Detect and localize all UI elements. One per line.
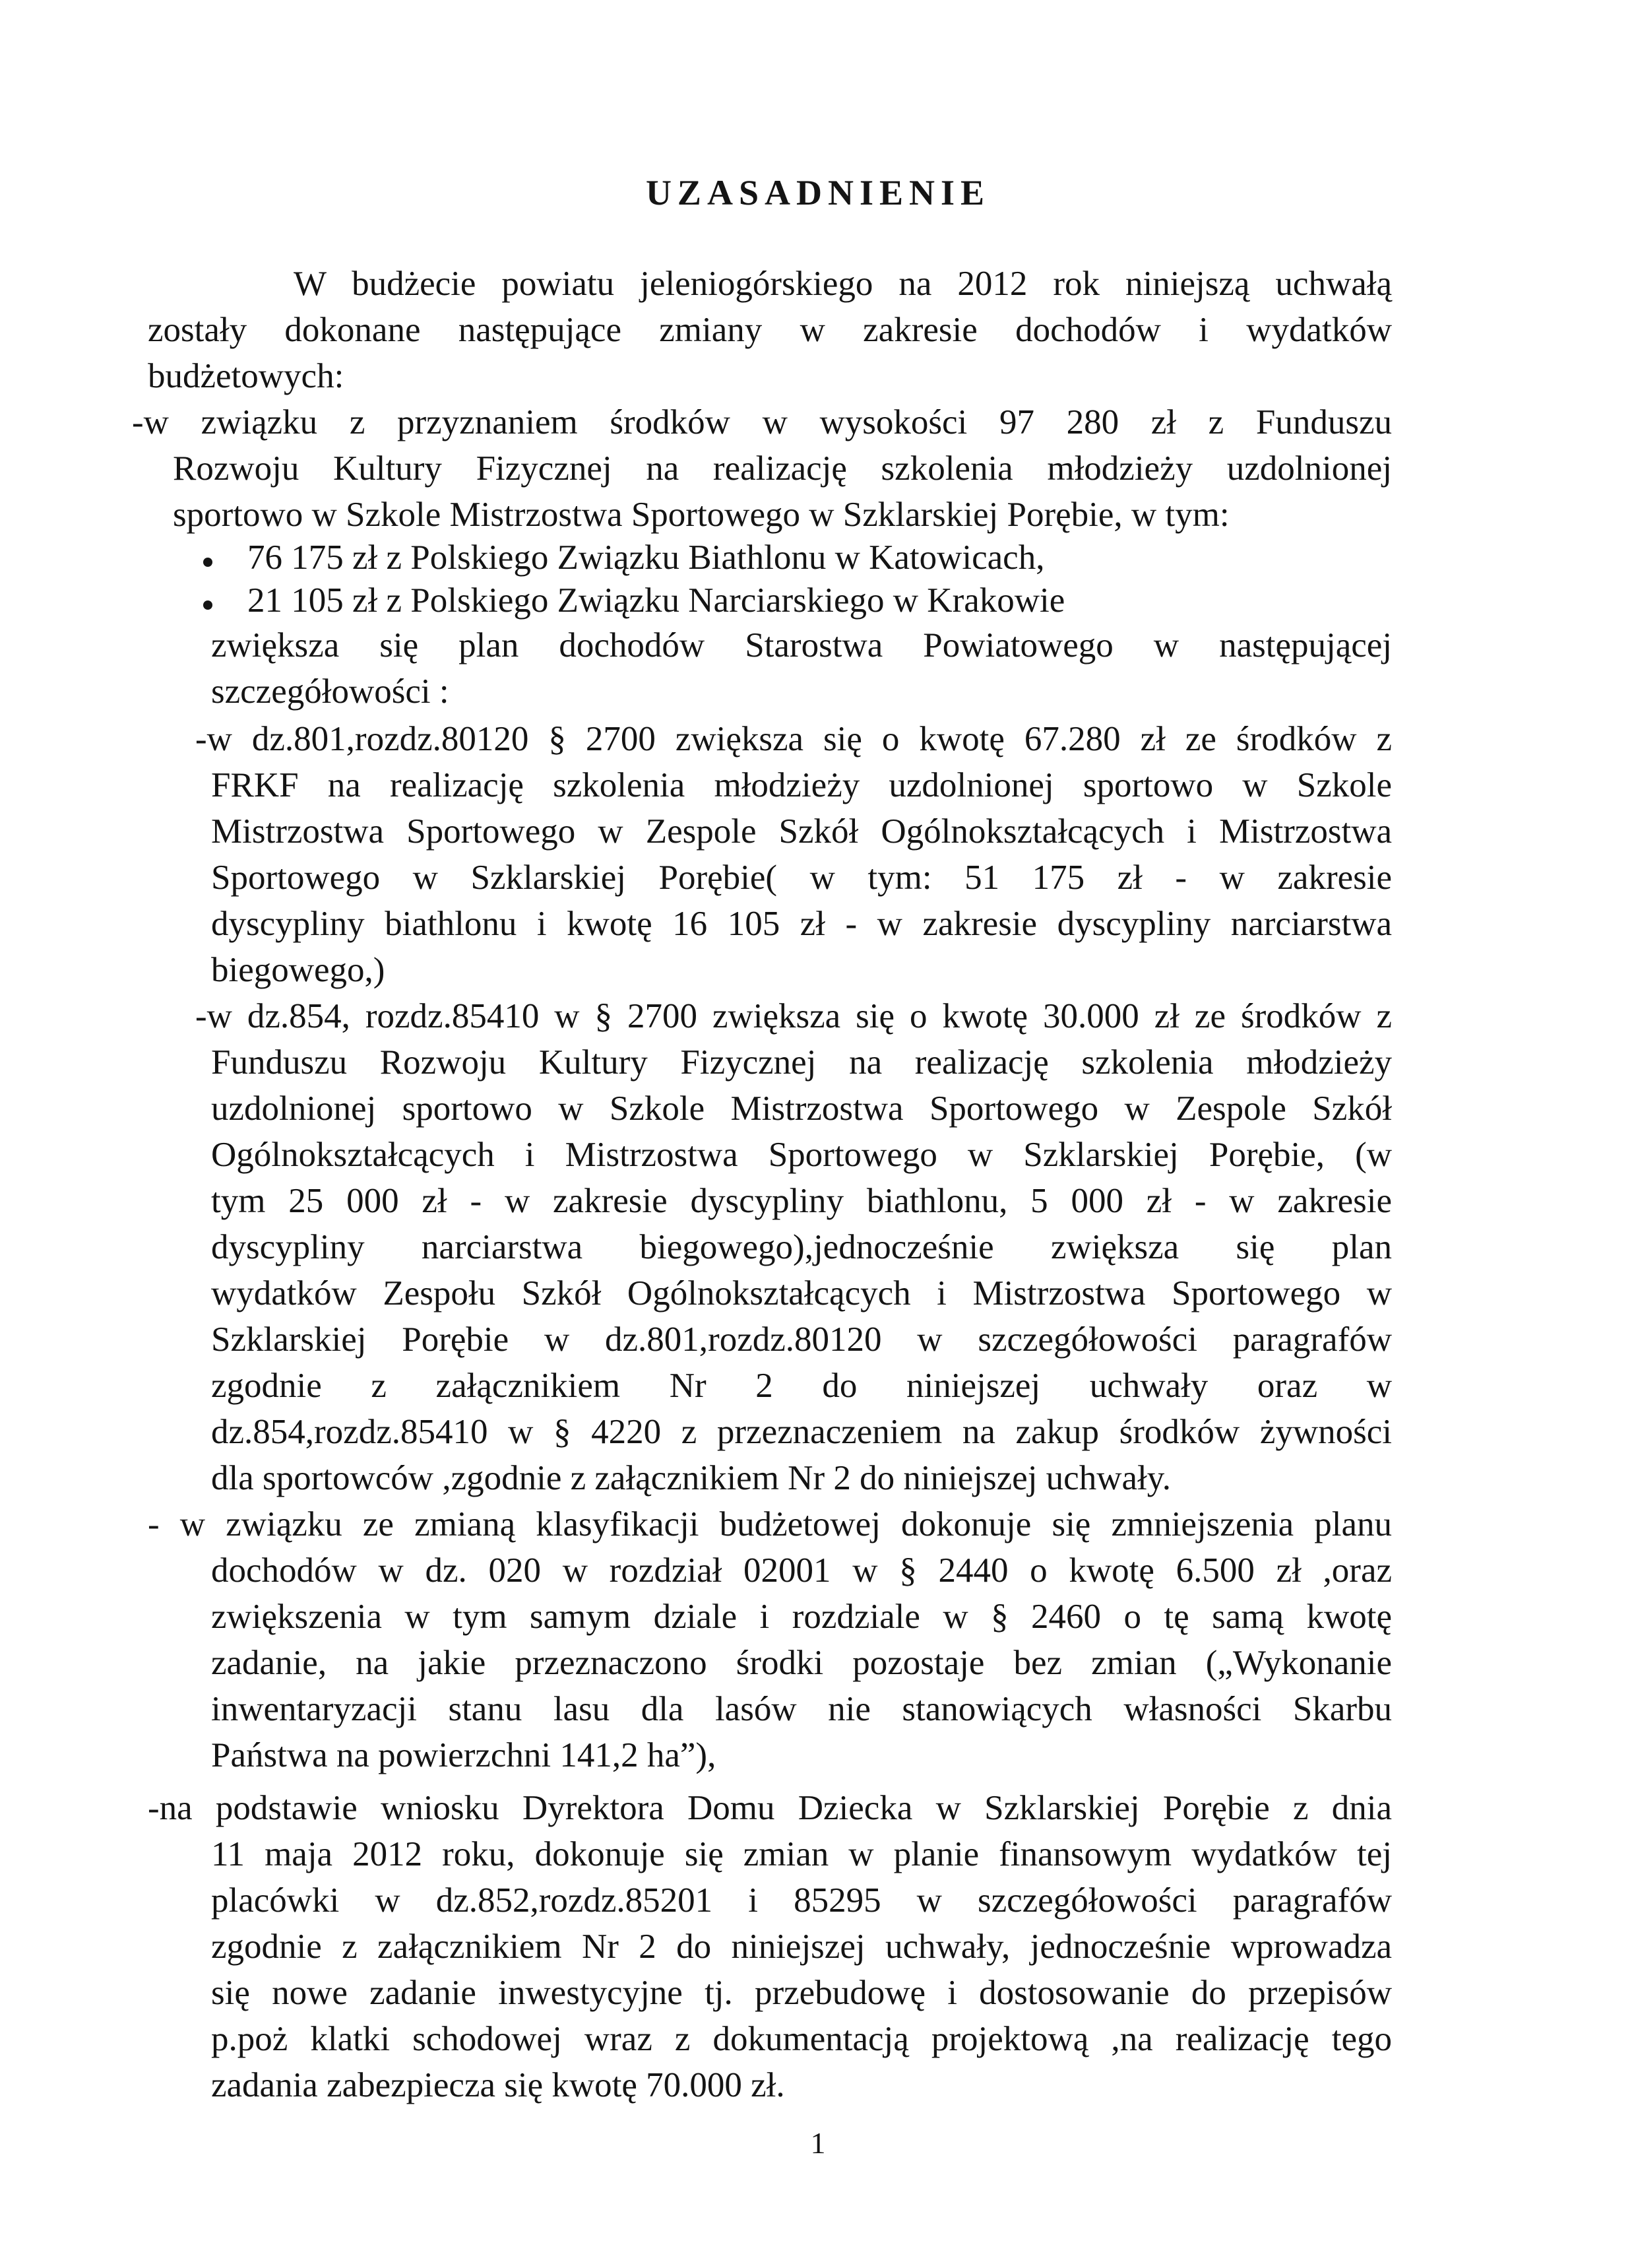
text-line: Sportowego w Szklarskiej Porębie( w tym: 51 175 zł - w zakresie [211, 859, 1392, 897]
text-line: inwentaryzacji stanu lasu dla lasów nie stanowiących własności Skarbu [211, 1690, 1392, 1728]
text-line: - w związku ze zmianą klasyfikacji budżetowej dokonuje się zmniejszenia planu [148, 1505, 1392, 1543]
text-line: dochodów w dz. 020 w rozdział 02001 w § 2440 o kwotę 6.500 zł ,oraz [211, 1551, 1392, 1590]
text-line: dla sportowców ,zgodnie z załącznikiem Nr 2 do niniejszej uchwały. [211, 1459, 1172, 1497]
bullet-icon [203, 558, 212, 567]
text-line: Szklarskiej Porębie w dz.801,rozdz.80120 w szczegółowości paragrafów [211, 1320, 1392, 1359]
page-number: 1 [810, 2126, 826, 2160]
text-line: zadania zabezpiecza się kwotę 70.000 zł. [211, 2066, 785, 2104]
document-title: UZASADNIENIE [645, 173, 991, 212]
text-line: Ogólnokształcących i Mistrzostwa Sportowego w Szklarskiej Porębie, (w [211, 1136, 1392, 1174]
text-line: zwiększa się plan dochodów Starostwa Powiatowego w następującej [211, 626, 1392, 664]
text-line: zostały dokonane następujące zmiany w zakresie dochodów i wydatków [148, 311, 1392, 349]
bullet-icon [203, 600, 212, 610]
text-line: dz.854,rozdz.85410 w § 4220 z przeznaczeniem na zakup środków żywności [211, 1413, 1392, 1451]
list-item: 21 105 zł z Polskiego Związku Narciarskiego w Krakowie [247, 581, 1065, 620]
text-line: tym 25 000 zł - w zakresie dyscypliny biathlonu, 5 000 zł - w zakresie [211, 1182, 1392, 1220]
text-line: dyscypliny narciarstwa biegowego),jednocześnie zwiększa się plan [211, 1228, 1392, 1266]
text-line: -w dz.854, rozdz.85410 w § 2700 zwiększa się o kwotę 30.000 zł ze środków z [195, 997, 1392, 1035]
text-line: zgodnie z załącznikiem Nr 2 do niniejszej uchwały, jednocześnie wprowadza [211, 1928, 1392, 1966]
text-line: 11 maja 2012 roku, dokonuje się zmian w planie finansowym wydatków tej [211, 1835, 1392, 1873]
text-line: zadanie, na jakie przeznaczono środki pozostaje bez zmian („Wykonanie [211, 1644, 1392, 1682]
text-line: W budżecie powiatu jeleniogórskiego na 2012 rok niniejszą uchwałą [294, 265, 1392, 303]
text-line: sportowo w Szkole Mistrzostwa Sportowego w Szklarskiej Porębie, w tym: [173, 496, 1230, 534]
text-line: dyscypliny biathlonu i kwotę 16 105 zł - w zakresie dyscypliny narciarstwa [211, 905, 1392, 943]
text-line: -na podstawie wniosku Dyrektora Domu Dziecka w Szklarskiej Porębie z dnia [148, 1789, 1392, 1827]
text-line: Funduszu Rozwoju Kultury Fizycznej na realizację szkolenia młodzieży [211, 1043, 1392, 1082]
text-line: Mistrzostwa Sportowego w Zespole Szkół Ogólnokształcących i Mistrzostwa [211, 812, 1392, 851]
text-line: uzdolnionej sportowo w Szkole Mistrzostwa Sportowego w Zespole Szkół [211, 1089, 1392, 1128]
text-line: placówki w dz.852,rozdz.85201 i 85295 w szczegółowości paragrafów [211, 1881, 1392, 1920]
list-item: 76 175 zł z Polskiego Związku Biathlonu w Katowicach, [247, 538, 1045, 577]
text-line: FRKF na realizację szkolenia młodzieży uzdolnionej sportowo w Szkole [211, 766, 1392, 804]
text-line: się nowe zadanie inwestycyjne tj. przebudowę i dostosowanie do przepisów [211, 1974, 1392, 2012]
text-line: p.poż klatki schodowej wraz z dokumentacją projektową ,na realizację tego [211, 2020, 1392, 2058]
text-line: szczegółowości : [211, 672, 449, 711]
text-line: Państwa na powierzchni 141,2 ha”), [211, 1736, 716, 1774]
text-line: -w związku z przyznaniem środków w wysokości 97 280 zł z Funduszu [132, 403, 1392, 441]
text-line: zwiększenia w tym samym dziale i rozdziale w § 2460 o tę samą kwotę [211, 1598, 1392, 1636]
text-line: -w dz.801,rozdz.80120 § 2700 zwiększa się o kwotę 67.280 zł ze środków z [195, 720, 1392, 758]
text-line: wydatków Zespołu Szkół Ogólnokształcących i Mistrzostwa Sportowego w [211, 1274, 1392, 1312]
text-line: zgodnie z załącznikiem Nr 2 do niniejszej uchwały oraz w [211, 1367, 1392, 1405]
text-line: biegowego,) [211, 951, 385, 989]
text-line: budżetowych: [148, 357, 344, 395]
text-line: Rozwoju Kultury Fizycznej na realizację szkolenia młodzieży uzdolnionej [173, 449, 1392, 488]
